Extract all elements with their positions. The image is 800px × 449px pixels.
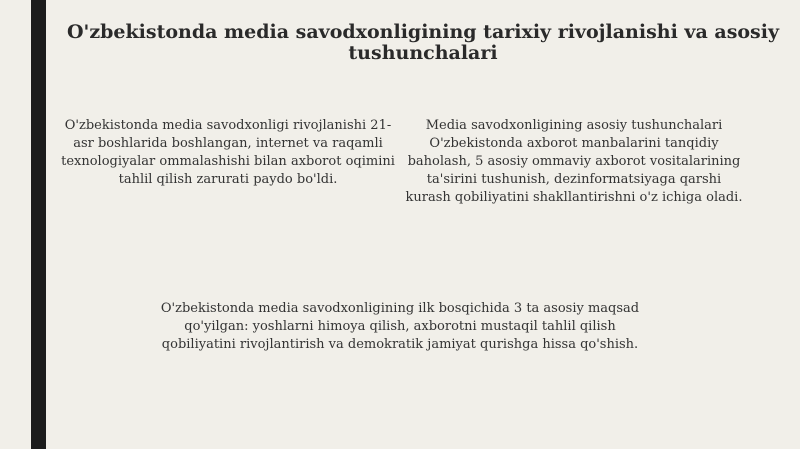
paragraph-right: Media savodxonligining asosiy tushunchalari O'zbekistonda axborot manbalarini tanqidiy baholash, 5 asosiy ommaviy axborot vositalarining ta'sirini tushunish, dezinformatsiyaga qarshi kurash qobiliyatini shakllantirishni o'z ichiga oladi. [405,118,743,205]
paragraph-bottom: O'zbekistonda media savodxonligining ilk bosqichida 3 ta asosiy maqsad qo'yilgan: yoshlarni himoya qilish, axborotni mustaqil tahlil qilish qobiliyatini rivojlantirish va demokratik jamiyat qurishga hissa qo'shish. [160,301,640,352]
left-accent-bar [31,0,46,449]
slide-title: O'zbekistonda media savodxonligining tarixiy rivojlanishi va asosiy tushunchalari [66,21,780,64]
paragraph-left: O'zbekistonda media savodxonligi rivojlanishi 21-asr boshlarida boshlangan, internet va raqamli texnologiyalar ommalashishi bilan axborot oqimini tahlil qilish zarurati paydo bo'ldi. [61,118,395,187]
